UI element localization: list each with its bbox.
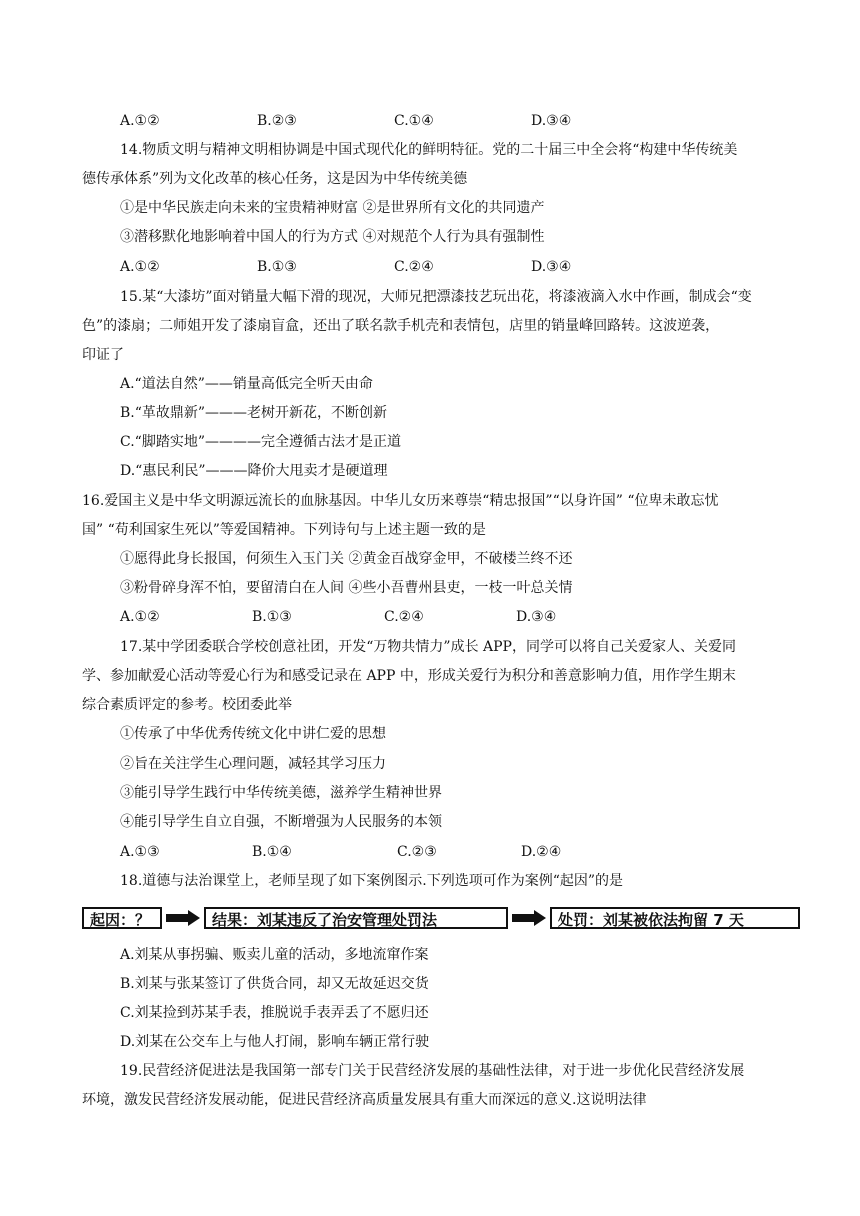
q17-statement-4: ④能引导学生自立自强，不断增强为人民服务的本领 — [120, 814, 442, 830]
flow-arrow-icon — [166, 910, 200, 926]
q17-stem-line-1: 17.某中学团委联合学校创意社团，开发“万物共情力”成长 APP，同学可以将自己关爱家人、关爱同 — [120, 639, 736, 655]
flow-result-box: 结果：刘某违反了治安管理处罚法 — [204, 907, 508, 929]
q18-option-a: A.刘某从事拐骗、贩卖儿童的活动，多地流窜作案 — [120, 947, 429, 963]
q16-option-a: A.①② — [120, 609, 160, 625]
q14-option-c: C.②④ — [394, 259, 434, 275]
q15-option-a: A.“道法自然”——销量高低完全听天由命 — [120, 376, 373, 392]
q14-option-b: B.①③ — [257, 259, 297, 275]
q17-option-a: A.①③ — [120, 844, 160, 860]
flow-penalty-box: 处罚：刘某被依法拘留 7 天 — [550, 907, 800, 929]
q15-option-d: D.“惠民利民”———降价大甩卖才是硬道理 — [120, 463, 388, 479]
q14-option-a: A.①② — [120, 259, 160, 275]
q16-statement-1: ①愿得此身长报国，何须生入玉门关 ②黄金百战穿金甲，不破楼兰终不还 — [120, 551, 573, 567]
q17-stem-line-2: 学、参加献爱心活动等爱心行为和感受记录在 APP 中，形成关爱行为积分和善意影响力值，用作学生期末 — [82, 668, 736, 684]
q15-stem-line-2: 色”的漆扇；二师姐开发了漆扇盲盒，还出了联名款手机壳和表情包，店里的销量峰回路转。这波逆袭， — [82, 318, 720, 334]
q13-option-a: A.①② — [120, 113, 160, 129]
q18-option-d: D.刘某在公交车上与他人打闹，影响车辆正常行驶 — [120, 1034, 430, 1050]
q15-stem-line-1: 15.某“大漆坊”面对销量大幅下滑的现况，大师兄把漂漆技艺玩出花，将漆液滴入水中作画，制成会“变 — [120, 289, 752, 305]
q13-option-b: B.②③ — [257, 113, 297, 129]
q14-statement-2: ③潜移默化地影响着中国人的行为方式 ④对规范个人行为具有强制性 — [120, 229, 545, 245]
q16-stem-line-2: 国” “苟利国家生死以”等爱国精神。下列诗句与上述主题一致的是 — [82, 522, 486, 538]
q19-stem-line-1: 19.民营经济促进法是我国第一部专门关于民营经济发展的基础性法律，对于进一步优化民营经济发展 — [120, 1063, 745, 1079]
flow-arrow-icon — [512, 910, 546, 926]
q17-stem-line-3: 综合素质评定的参考。校团委此举 — [82, 697, 292, 713]
q15-option-c: C.“脚踏实地”————完全遵循古法才是正道 — [120, 434, 401, 450]
q18-option-b: B.刘某与张某签订了供货合同，却又无故延迟交货 — [120, 976, 429, 992]
q15-stem-line-3: 印证了 — [82, 347, 124, 363]
q15-option-b: B.“革故鼎新”———老树开新花，不断创新 — [120, 405, 388, 421]
q17-statement-1: ①传承了中华优秀传统文化中讲仁爱的思想 — [120, 726, 386, 742]
q14-stem-line-2: 德传承体系”列为文化改革的核心任务，这是因为中华传统美德 — [82, 171, 468, 187]
q19-stem-line-2: 环境，激发民营经济发展动能，促进民营经济高质量发展具有重大而深远的意义.这说明法律 — [82, 1092, 647, 1108]
case-flow-diagram — [82, 905, 800, 931]
q17-statement-3: ③能引导学生践行中华传统美德，滋养学生精神世界 — [120, 785, 442, 801]
q18-stem: 18.道德与法治课堂上，老师呈现了如下案例图示.下列选项可作为案例“起因”的是 — [120, 873, 624, 889]
q17-option-d: D.②④ — [521, 844, 562, 860]
q16-option-d: D.③④ — [516, 609, 557, 625]
q13-option-d: D.③④ — [531, 113, 572, 129]
q14-statement-1: ①是中华民族走向未来的宝贵精神财富 ②是世界所有文化的共同遗产 — [120, 200, 545, 216]
q16-option-c: C.②④ — [384, 609, 424, 625]
q16-stem-line-1: 16.爱国主义是中华文明源远流长的血脉基因。中华儿女历来尊崇“精忠报国”“以身许国” “位卑未敢忘忧 — [82, 493, 719, 509]
q14-option-d: D.③④ — [531, 259, 572, 275]
q13-option-c: C.①④ — [394, 113, 434, 129]
q16-option-b: B.①③ — [252, 609, 292, 625]
q17-option-c: C.②③ — [397, 844, 437, 860]
q18-option-c: C.刘某捡到苏某手表，推脱说手表弄丢了不愿归还 — [120, 1005, 429, 1021]
q17-option-b: B.①④ — [252, 844, 292, 860]
flow-cause-box: 起因：？ — [82, 907, 162, 929]
q17-statement-2: ②旨在关注学生心理问题，减轻其学习压力 — [120, 756, 386, 772]
q14-stem-line-1: 14.物质文明与精神文明相协调是中国式现代化的鲜明特征。党的二十届三中全会将“构建中华传统美 — [120, 142, 738, 158]
q16-statement-2: ③粉骨碎身浑不怕，要留清白在人间 ④些小吾曹州县吏，一枝一叶总关情 — [120, 580, 573, 596]
